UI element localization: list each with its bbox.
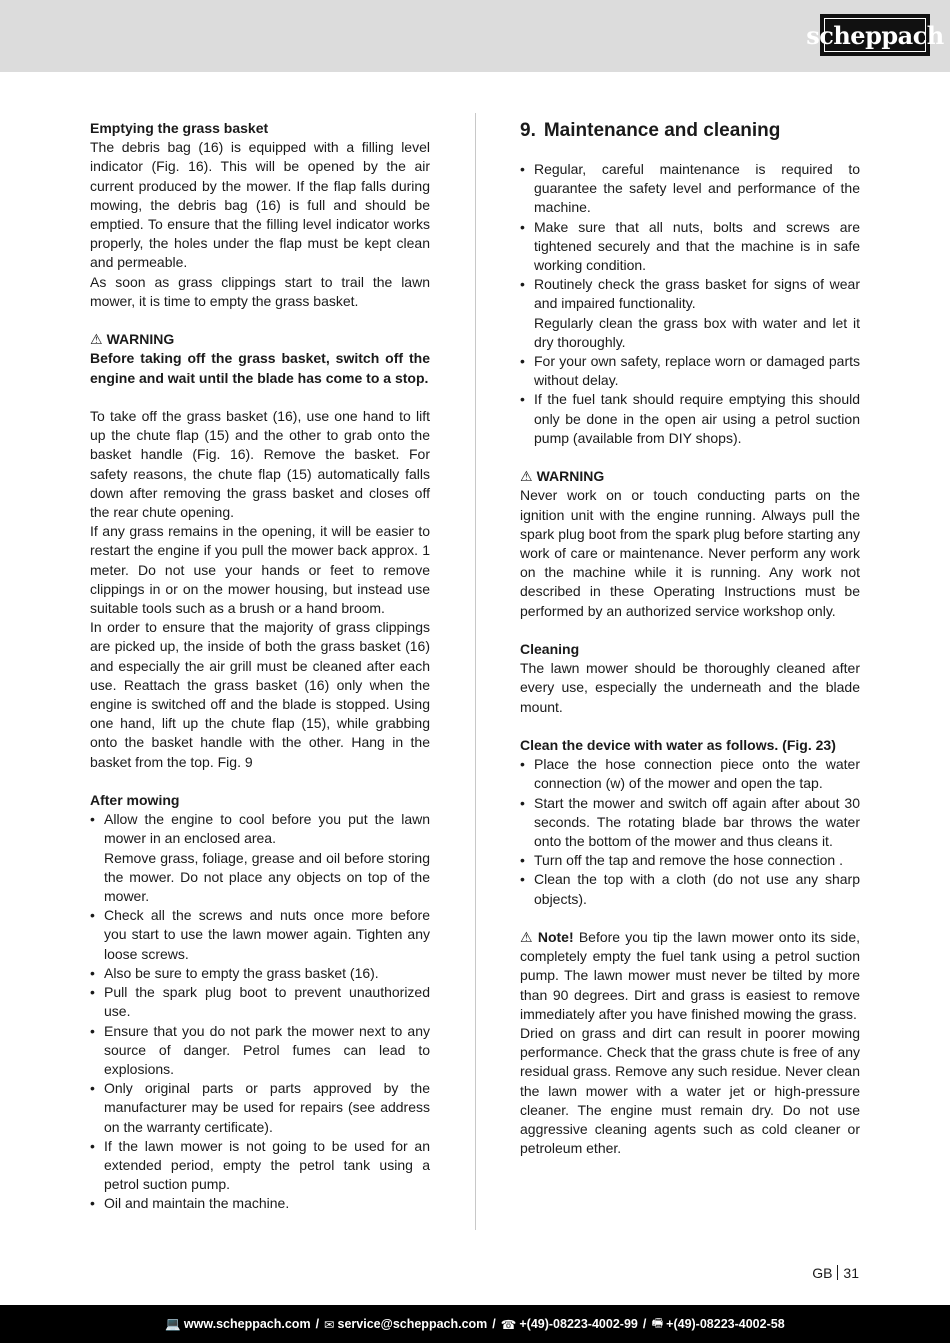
water-cleaning-heading: Clean the device with water as follows. (Fig. 23) xyxy=(520,737,836,754)
phone-icon: ☎ xyxy=(500,1317,517,1332)
right-column xyxy=(520,119,860,1159)
water-cleaning-list xyxy=(520,755,860,909)
warning-text: Before taking off the grass basket, switch off the engine and wait until the blade has come to a stop. xyxy=(90,350,430,386)
phone-number: +(49)-08223-4002-99 xyxy=(519,1317,638,1331)
list-item: • Only original parts or parts approved by the manufacturer may be used for repairs (see address on the warranty certificate). xyxy=(90,1079,430,1137)
after-mowing-heading: After mowing xyxy=(90,792,180,809)
list-item: • Routinely check the grass basket for signs of wear and impaired functionality. Regularly clean the grass box with water and let it dry thoroughly. xyxy=(520,275,860,352)
list-item: • Pull the spark plug boot to prevent unauthorized use. xyxy=(90,983,430,1021)
warning-heading: ⚠ WARNING xyxy=(90,331,175,348)
warning-triangle-icon: ⚠ xyxy=(90,331,103,348)
list-item: • Allow the engine to cool before you put the lawn mower in an enclosed area. Remove grass, foliage, grease and oil before storing the mower. Do not place any objects on top of the mower. xyxy=(90,810,430,906)
page-number: GB 31 xyxy=(812,1265,859,1281)
warning-text: Never work on or touch conducting parts on the ignition unit with the engine running. Always pull the spark plug boot from the spark plug before starting any work of care or maintenance. Never perform any work on the machine while it is running. Any work not described in these Operating Instructions must be performed by an authorized service workshop only. xyxy=(520,487,860,619)
fax-icon: 🖷 xyxy=(651,1315,664,1330)
list-item: • Clean the top with a cloth (do not use any sharp objects). xyxy=(520,870,860,908)
list-item: • Also be sure to empty the grass basket (16). xyxy=(90,964,430,983)
header-bar xyxy=(0,0,950,72)
take-off-paragraph-1: To take off the grass basket (16), use one hand to lift up the chute flap (15) and the other to grab onto the basket handle (Fig. 16). Remove the basket. For safety reasons, the chute flap (15) automatically falls down after removing the grass basket and closes off the rear chute opening. xyxy=(90,408,430,521)
email-icon: ✉ xyxy=(324,1317,335,1332)
column-divider xyxy=(475,113,476,1230)
list-item: • Oil and maintain the machine. xyxy=(90,1194,430,1213)
list-item: • Turn off the tap and remove the hose connection . xyxy=(520,851,860,870)
left-column xyxy=(90,119,430,1214)
section-heading: 9. Maintenance and cleaning xyxy=(520,120,781,141)
maintenance-list xyxy=(520,160,860,448)
list-item: • Ensure that you do not park the mower next to any source of danger. Petrol fumes can lead to explosions. xyxy=(90,1022,430,1080)
note-paragraph-2: Dried on grass and dirt can result in poorer mowing performance. Check that the grass chute is free of any residual grass. Remove any such residue. Never clean the lawn mower with a water jet or high-pressure cleaner. The engine must remain dry. Do not use aggressive cleaning agents such as cold cleaner or petroleum ether. xyxy=(520,1025,860,1157)
list-item: • Make sure that all nuts, bolts and screws are tightened securely and that the machine is in safe working condition. xyxy=(520,218,860,276)
list-item: • Regular, careful maintenance is required to guarantee the safety level and performance of the machine. xyxy=(520,160,860,218)
cleaning-heading: Cleaning xyxy=(520,641,580,658)
warning-triangle-icon: ⚠ xyxy=(520,929,534,946)
computer-icon: 💻 xyxy=(165,1316,181,1331)
note-paragraph: ⚠ Note! Before you tip the lawn mower onto its side, completely empty the fuel tank using a petrol suction pump. The lawn mower must never be tilted by more than 90 degrees. Dirt and grass is easiest to remove immediately after you have finished mowing the grass. xyxy=(520,929,860,1022)
list-item: • If the fuel tank should require emptying this should only be done in the open air using a petrol suction pump (available from DIY shops). xyxy=(520,390,860,448)
warning-heading: ⚠ WARNING xyxy=(520,468,605,485)
scheppach-logo: scheppach xyxy=(820,14,930,56)
website-link[interactable]: www.scheppach.com xyxy=(183,1317,311,1331)
after-mowing-list xyxy=(90,810,430,1213)
footer-bar: 💻 www.scheppach.com / ✉ service@scheppach.com / ☎ +(49)-08223-4002-99 / 🖷 +(49)-08223-4002-58 xyxy=(0,1305,950,1343)
emptying-paragraph-2: As soon as grass clippings start to trail the lawn mower, it is time to empty the grass basket. xyxy=(90,273,430,309)
list-item: • Check all the screws and nuts once more before you start to use the lawn mower again. Tighten any loose screws. xyxy=(90,906,430,964)
list-item: • Start the mower and switch off again after about 30 seconds. The rotating blade bar throws the water onto the bottom of the mower and thus cleans it. xyxy=(520,794,860,852)
emptying-heading: Emptying the grass basket xyxy=(90,120,269,136)
list-item: • For your own safety, replace worn or damaged parts without delay. xyxy=(520,352,860,390)
list-item: • If the lawn mower is not going to be used for an extended period, empty the petrol tank using a petrol suction pump. xyxy=(90,1137,430,1195)
cleaning-text: The lawn mower should be thoroughly cleaned after every use, especially the underneath and the blade mount. xyxy=(520,660,860,715)
email-link[interactable]: service@scheppach.com xyxy=(337,1317,488,1331)
take-off-paragraph-2: If any grass remains in the opening, it will be easier to restart the engine if you pull the mower back approx. 1 meter. Do not use your hands or feet to remove clippings in or on the mower housing, but instead use suitable tools such as a brush or a hand broom. xyxy=(90,523,430,617)
emptying-paragraph-1: The debris bag (16) is equipped with a filling level indicator (Fig. 16). This will be opened by the air current produced by the mower. If the flap falls during mowing, the debris bag (16) is full and should be emptied. To ensure that the filling level indicator works properly, the holes under the flap must be kept clean and permeable. xyxy=(90,139,430,271)
take-off-paragraph-3: In order to ensure that the majority of grass clippings are picked up, the inside of both the grass basket (16) and especially the air grill must be cleaned after each use. Reattach the grass basket (16) only when the engine is switched off and the blade is stopped. Using one hand, lift up the chute flap (15), while grabbing onto the basket handle with the other. Hang in the basket from the top. Fig. 9 xyxy=(90,619,430,770)
list-item: • Place the hose connection piece onto the water connection (w) of the mower and open the tap. xyxy=(520,755,860,793)
fax-number: +(49)-08223-4002-58 xyxy=(666,1317,785,1331)
warning-triangle-icon: ⚠ xyxy=(520,468,533,485)
